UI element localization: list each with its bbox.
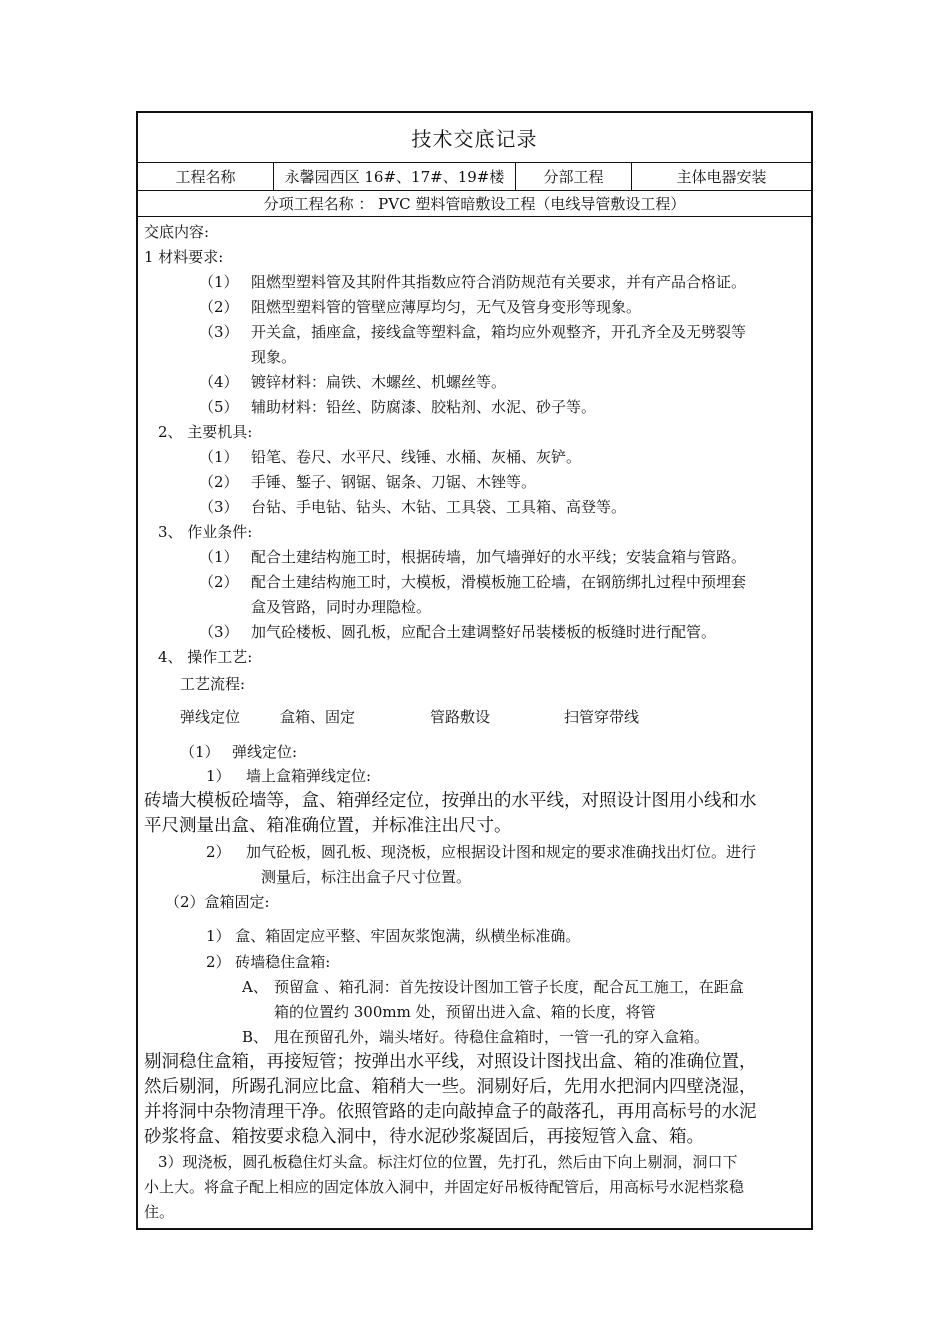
list-item: 开关盒，插座盒，接线盒等塑料盒，箱均应外观整齐，开孔齐全及无劈裂等	[251, 323, 747, 341]
paragraph-line: 平尺测量出盒、箱准确位置，并标准注出尺寸。	[144, 816, 512, 836]
flow-step: 盒箱、固定	[280, 708, 356, 726]
list-item: 铅笔、卷尺、水平尺、线锤、水桶、灰桶、灰铲。	[251, 448, 582, 466]
process-flow-label: 工艺流程:	[180, 675, 246, 693]
paragraph-line: 砂浆将盒、箱按要求稳入洞中，待水泥砂浆凝固后，再接短管入盒、箱。	[144, 1127, 704, 1147]
list-item-num: （1）	[199, 448, 239, 466]
section-4-heading: 4、 操作工艺:	[158, 648, 253, 666]
item-num: A、	[242, 978, 268, 996]
section-2-heading: 2、 主要机具:	[158, 423, 253, 441]
item-num: 2）	[206, 843, 231, 861]
paragraph-line: 剔洞稳住盒箱，再接短管；按弹出水平线，对照设计图找出盒、箱的准确位置，	[144, 1052, 757, 1072]
paragraph-line: 然后剔洞，所踢孔洞应比盒、箱稍大一些。洞剔好后，先用水把洞内四壁浇湿，	[144, 1077, 757, 1097]
item-text: 甩在预留孔外，端头堵好。待稳住盒箱时，一管一孔的穿入盒箱。	[274, 1028, 710, 1046]
record-table	[136, 111, 813, 1230]
list-item-num: （3）	[199, 323, 239, 341]
list-item-num: （2）	[199, 473, 239, 491]
list-item: 台钻、手电钻、钻头、木钻、工具袋、工具箱、高登等。	[251, 498, 627, 516]
list-item: 阻燃型塑料管及其附件其指数应符合消防规范有关要求，并有产品合格证。	[251, 273, 747, 291]
paragraph-line: 住。	[144, 1203, 175, 1221]
content-intro: 交底内容:	[144, 223, 210, 241]
project-name-value: 永馨园西区 16#、17#、19#楼	[274, 163, 516, 190]
section-3-heading: 3、 作业条件:	[158, 523, 253, 541]
flow-step: 弹线定位	[180, 708, 241, 726]
sub-heading: （2）盒箱固定:	[165, 893, 270, 911]
list-item-continuation: 现象。	[251, 348, 297, 366]
subitem-name: 分项工程名称 ： PVC 塑料管暗敷设工程（电线导管敷设工程）	[138, 191, 811, 217]
list-item: 配合土建结构施工时，根据砖墙，加气墙弹好的水平线；安装盒箱与管路。	[251, 548, 747, 566]
item-continuation: 箱的位置约 300mm 处，预留出进入盒、箱的长度，将管	[274, 1003, 656, 1021]
item-continuation: 测量后，标注出盒子尺寸位置。	[261, 868, 472, 886]
list-item-continuation: 盒及管路，同时办理隐检。	[251, 598, 432, 616]
item-text: 2） 砖墙稳住盒箱:	[206, 953, 331, 971]
division-label: 分部工程	[516, 163, 632, 190]
project-name-label: 工程名称	[138, 163, 274, 190]
item-text: 1） 盒、箱固定应平整、牢固灰浆饱满，纵横坐标准确。	[206, 927, 581, 945]
item-text: 加气砼板，圆孔板、现浇板，应根据设计图和规定的要求准确找出灯位。进行	[246, 843, 757, 861]
list-item-num: （5）	[199, 398, 239, 416]
list-item: 配合土建结构施工时，大模板，滑模板施工砼墙，在钢筋绑扎过程中预埋套	[251, 573, 747, 591]
list-item-num: （1）	[199, 548, 239, 566]
list-item-num: （2）	[199, 573, 239, 591]
document-title: 技术交底记录	[138, 113, 811, 163]
list-item: 手锤、錾子、钢锯、锯条、刀锯、木锉等。	[251, 473, 537, 491]
item-num: 1）	[206, 767, 231, 785]
list-item: 辅助材料：铅丝、防腐漆、胶粘剂、水泥、砂子等。	[251, 398, 597, 416]
list-item-num: （3）	[199, 623, 239, 641]
division-value: 主体电器安装	[676, 168, 767, 186]
list-item: 阻燃型塑料管的管壁应薄厚均匀，无气及管身变形等现象。	[251, 298, 642, 316]
paragraph-line: 小上大。将盒子配上相应的固定体放入洞中，并固定好吊板待配管后，用高标号水泥档浆稳	[144, 1178, 745, 1196]
list-item: 加气砼楼板、圆孔板，应配合土建调整好吊装楼板的板缝时进行配管。	[251, 623, 717, 641]
list-item-num: （3）	[199, 498, 239, 516]
list-item-num: （4）	[199, 373, 239, 391]
item-text: 墙上盒箱弹线定位:	[246, 767, 372, 785]
section-1-heading: 1 材料要求:	[144, 248, 224, 266]
item-num: B、	[242, 1028, 269, 1046]
list-item: 镀锌材料：扁铁、木螺丝、机螺丝等。	[251, 373, 507, 391]
project-info-row	[138, 163, 811, 191]
flow-step: 扫管穿带线	[564, 708, 640, 726]
sub-heading-num: （1）	[180, 743, 220, 761]
list-item-num: （1）	[199, 273, 239, 291]
list-item-num: （2）	[199, 298, 239, 316]
flow-step: 管路敷设	[430, 708, 491, 726]
paragraph-line: 并将洞中杂物清理干净。依照管路的走向敲掉盒子的敲落孔，再用高标号的水泥	[144, 1102, 757, 1122]
sub-heading: 弹线定位:	[232, 743, 298, 761]
paragraph-line: 砖墙大模板砼墙等，盒、箱弹经定位，按弹出的水平线，对照设计图用小线和水	[144, 791, 757, 811]
paragraph-line: 3）现浇板，圆孔板稳住灯头盒。标注灯位的位置，先打孔，然后由下向上剔洞，洞口下	[158, 1153, 738, 1171]
item-text: 预留盒 、箱孔洞：首先按设计图加工管子长度，配合瓦工施工，在距盒	[274, 978, 744, 996]
